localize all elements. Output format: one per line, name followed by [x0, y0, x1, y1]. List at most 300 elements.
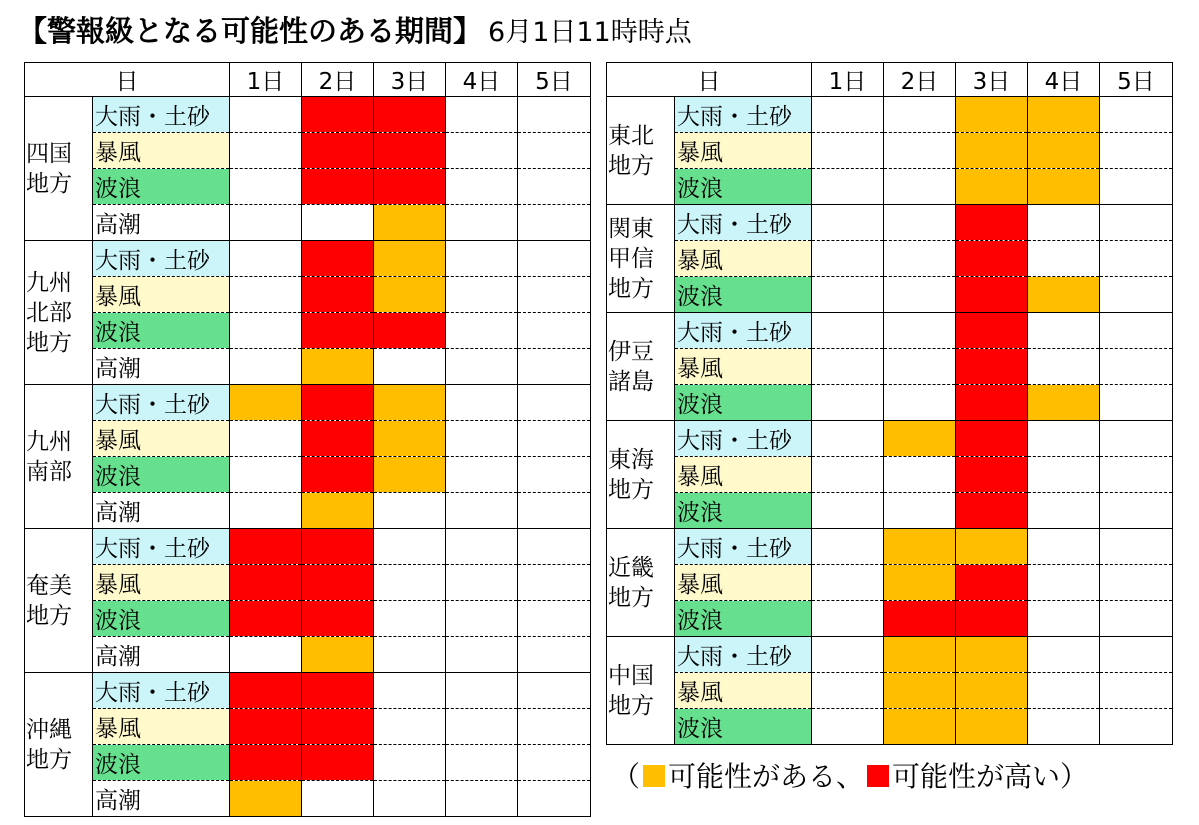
element-label-rain: 大雨・土砂	[675, 421, 812, 457]
table-row	[607, 313, 1173, 349]
region-name-line: 九州	[26, 428, 72, 455]
region-name	[607, 205, 675, 313]
level-cell-day-5	[518, 781, 591, 817]
region-name-line: 地方	[608, 152, 654, 179]
table-row	[607, 133, 1173, 169]
level-cell-day-5	[1100, 673, 1173, 709]
element-label-wave: 波浪	[93, 169, 230, 205]
level-cell-day-5	[518, 745, 591, 781]
level-cell-day-5	[1100, 601, 1173, 637]
table-row	[25, 601, 591, 637]
header-date-3: 3日	[374, 63, 446, 97]
level-cell-day-4	[446, 601, 518, 637]
level-cell-day-2	[302, 457, 374, 493]
level-cell-day-5	[518, 349, 591, 385]
level-cell-day-4	[1028, 205, 1100, 241]
level-cell-day-3	[374, 745, 446, 781]
level-cell-day-4	[1028, 601, 1100, 637]
header-date-5: 5日	[1100, 63, 1173, 97]
element-label-rain: 大雨・土砂	[675, 205, 812, 241]
title-timestamp: 6月1日11時時点	[488, 17, 692, 48]
table-row	[607, 97, 1173, 133]
level-cell-day-5	[518, 565, 591, 601]
header-date-2: 2日	[884, 63, 956, 97]
level-cell-day-3	[374, 133, 446, 169]
level-cell-day-3	[374, 565, 446, 601]
level-cell-day-1	[230, 457, 302, 493]
element-label-wave: 波浪	[675, 169, 812, 205]
level-cell-day-1	[812, 601, 884, 637]
level-cell-day-1	[230, 673, 302, 709]
level-cell-day-4	[1028, 277, 1100, 313]
level-cell-day-2	[884, 421, 956, 457]
region-name	[607, 529, 675, 637]
level-cell-day-1	[812, 529, 884, 565]
level-cell-day-3	[956, 133, 1028, 169]
level-cell-day-3	[956, 205, 1028, 241]
level-cell-day-5	[1100, 457, 1173, 493]
level-cell-day-1	[230, 385, 302, 421]
level-cell-day-3	[956, 241, 1028, 277]
table-row	[25, 493, 591, 529]
level-cell-day-2	[302, 241, 374, 277]
level-cell-day-4	[1028, 169, 1100, 205]
level-cell-day-1	[812, 133, 884, 169]
level-cell-day-4	[1028, 421, 1100, 457]
level-cell-day-1	[812, 493, 884, 529]
level-cell-day-2	[884, 601, 956, 637]
element-label-wave: 波浪	[675, 601, 812, 637]
level-cell-day-1	[230, 565, 302, 601]
level-cell-day-3	[956, 169, 1028, 205]
level-cell-day-1	[230, 97, 302, 133]
level-cell-day-2	[884, 313, 956, 349]
table-row	[607, 421, 1173, 457]
table-row	[25, 205, 591, 241]
level-cell-day-1	[812, 637, 884, 673]
level-cell-day-2	[884, 457, 956, 493]
level-cell-day-5	[518, 493, 591, 529]
element-label-wave: 波浪	[675, 493, 812, 529]
region-name-line: 近畿	[608, 554, 654, 581]
element-label-rain: 大雨・土砂	[93, 97, 230, 133]
level-cell-day-3	[374, 385, 446, 421]
header-date-5: 5日	[518, 63, 591, 97]
level-cell-day-5	[1100, 97, 1173, 133]
header-date-4: 4日	[1028, 63, 1100, 97]
level-cell-day-1	[812, 673, 884, 709]
level-cell-day-1	[812, 241, 884, 277]
level-cell-day-3	[374, 493, 446, 529]
header-date-2: 2日	[302, 63, 374, 97]
element-label-wind: 暴風	[675, 565, 812, 601]
level-cell-day-4	[1028, 565, 1100, 601]
table-row	[25, 637, 591, 673]
element-label-wind: 暴風	[675, 133, 812, 169]
level-cell-day-4	[446, 421, 518, 457]
level-cell-day-4	[446, 673, 518, 709]
level-cell-day-5	[518, 241, 591, 277]
header-day: 日	[25, 63, 230, 97]
element-label-tide: 高潮	[93, 781, 230, 817]
level-cell-day-4	[446, 637, 518, 673]
region-name-line: 地方	[26, 329, 72, 356]
level-cell-day-1	[812, 277, 884, 313]
element-label-wave: 波浪	[675, 385, 812, 421]
page-title	[18, 8, 692, 54]
level-cell-day-2	[302, 529, 374, 565]
title-main: 【警報級となる可能性のある期間】	[18, 14, 483, 48]
level-cell-day-4	[1028, 385, 1100, 421]
level-cell-day-2	[884, 97, 956, 133]
legend-open-paren: （	[612, 760, 641, 793]
element-label-wave: 波浪	[675, 709, 812, 745]
element-label-wave: 波浪	[93, 601, 230, 637]
level-cell-day-5	[518, 277, 591, 313]
level-cell-day-2	[302, 565, 374, 601]
level-cell-day-1	[812, 313, 884, 349]
warning-table-east	[606, 62, 1173, 745]
table-row	[607, 493, 1173, 529]
region-name	[607, 421, 675, 529]
table-row	[25, 241, 591, 277]
level-cell-day-2	[302, 205, 374, 241]
level-cell-day-4	[446, 349, 518, 385]
header-date-1: 1日	[812, 63, 884, 97]
level-cell-day-5	[518, 205, 591, 241]
level-cell-day-4	[1028, 97, 1100, 133]
table-row	[25, 133, 591, 169]
region-name-line: 地方	[608, 476, 654, 503]
table-row	[607, 565, 1173, 601]
table-row	[25, 745, 591, 781]
element-label-wind: 暴風	[675, 457, 812, 493]
level-cell-day-5	[1100, 277, 1173, 313]
region-name	[25, 241, 93, 385]
level-cell-day-5	[518, 601, 591, 637]
level-cell-day-5	[1100, 493, 1173, 529]
element-label-wind: 暴風	[675, 241, 812, 277]
level-cell-day-4	[446, 169, 518, 205]
element-label-wind: 暴風	[675, 673, 812, 709]
level-cell-day-2	[302, 745, 374, 781]
level-cell-day-3	[956, 601, 1028, 637]
region-name-line: 地方	[26, 602, 72, 629]
element-label-wind: 暴風	[93, 277, 230, 313]
level-cell-day-2	[302, 601, 374, 637]
level-cell-day-3	[956, 529, 1028, 565]
table-row	[25, 385, 591, 421]
level-cell-day-1	[230, 493, 302, 529]
level-cell-day-2	[302, 709, 374, 745]
level-cell-day-2	[884, 169, 956, 205]
warning-table-west	[24, 62, 591, 817]
level-cell-day-3	[956, 637, 1028, 673]
header-date-3: 3日	[956, 63, 1028, 97]
level-cell-day-2	[302, 169, 374, 205]
level-cell-day-3	[374, 637, 446, 673]
level-cell-day-3	[956, 385, 1028, 421]
legend-possible-label: 可能性がある、	[668, 760, 865, 793]
region-name	[607, 637, 675, 745]
level-cell-day-5	[1100, 529, 1173, 565]
level-cell-day-2	[884, 205, 956, 241]
level-cell-day-5	[1100, 133, 1173, 169]
level-cell-day-5	[1100, 349, 1173, 385]
table-row	[25, 349, 591, 385]
table-row	[25, 277, 591, 313]
element-label-wind: 暴風	[675, 349, 812, 385]
region-name-line: 地方	[608, 692, 654, 719]
level-cell-day-4	[1028, 637, 1100, 673]
level-cell-day-3	[374, 421, 446, 457]
region-name-line: 沖縄	[26, 716, 72, 743]
table-row	[607, 349, 1173, 385]
element-label-wind: 暴風	[93, 709, 230, 745]
region-name	[25, 385, 93, 529]
level-cell-day-2	[302, 313, 374, 349]
level-cell-day-5	[1100, 637, 1173, 673]
level-cell-day-2	[884, 277, 956, 313]
element-label-tide: 高潮	[93, 493, 230, 529]
level-cell-day-2	[884, 529, 956, 565]
table-row	[25, 313, 591, 349]
table-row	[25, 673, 591, 709]
header-date-1: 1日	[230, 63, 302, 97]
region-name-line: 地方	[608, 275, 654, 302]
region-name-line: 奄美	[26, 572, 72, 599]
region-name	[25, 673, 93, 817]
level-cell-day-2	[302, 493, 374, 529]
element-label-rain: 大雨・土砂	[675, 637, 812, 673]
legend-high-swatch	[867, 765, 889, 787]
table-row	[25, 169, 591, 205]
element-label-rain: 大雨・土砂	[93, 385, 230, 421]
level-cell-day-4	[446, 205, 518, 241]
region-name	[25, 97, 93, 241]
level-cell-day-3	[956, 565, 1028, 601]
level-cell-day-1	[230, 349, 302, 385]
element-label-wind: 暴風	[93, 421, 230, 457]
level-cell-day-1	[230, 781, 302, 817]
level-cell-day-3	[956, 457, 1028, 493]
level-cell-day-4	[446, 745, 518, 781]
region-name-line: 甲信	[608, 245, 654, 272]
level-cell-day-1	[230, 169, 302, 205]
level-cell-day-3	[956, 97, 1028, 133]
table-row	[607, 673, 1173, 709]
level-cell-day-4	[1028, 673, 1100, 709]
level-cell-day-4	[446, 493, 518, 529]
level-cell-day-2	[302, 673, 374, 709]
level-cell-day-2	[884, 385, 956, 421]
level-cell-day-1	[812, 349, 884, 385]
level-cell-day-4	[1028, 349, 1100, 385]
region-name	[607, 313, 675, 421]
level-cell-day-3	[374, 97, 446, 133]
level-cell-day-2	[302, 133, 374, 169]
level-cell-day-3	[374, 205, 446, 241]
table-row	[607, 601, 1173, 637]
level-cell-day-4	[1028, 709, 1100, 745]
level-cell-day-2	[302, 277, 374, 313]
header-date-4: 4日	[446, 63, 518, 97]
region-name-line: 東海	[608, 446, 654, 473]
region-name-line: 北部	[26, 299, 72, 326]
level-cell-day-3	[374, 673, 446, 709]
level-cell-day-3	[374, 277, 446, 313]
level-cell-day-3	[374, 349, 446, 385]
level-cell-day-1	[230, 133, 302, 169]
level-cell-day-1	[230, 529, 302, 565]
region-name-line: 中国	[608, 662, 654, 689]
level-cell-day-4	[446, 781, 518, 817]
element-label-rain: 大雨・土砂	[675, 313, 812, 349]
region-name-line: 地方	[608, 584, 654, 611]
level-cell-day-5	[518, 313, 591, 349]
level-cell-day-4	[1028, 493, 1100, 529]
table-row	[25, 97, 591, 133]
level-cell-day-4	[446, 277, 518, 313]
level-cell-day-1	[230, 277, 302, 313]
level-cell-day-5	[1100, 241, 1173, 277]
table-header-row	[25, 63, 591, 97]
region-name-line: 四国	[26, 140, 72, 167]
level-cell-day-4	[446, 133, 518, 169]
level-cell-day-1	[230, 745, 302, 781]
level-cell-day-5	[1100, 169, 1173, 205]
level-cell-day-4	[1028, 241, 1100, 277]
level-cell-day-4	[446, 457, 518, 493]
level-cell-day-5	[1100, 421, 1173, 457]
region-name-line: 地方	[26, 170, 72, 197]
level-cell-day-4	[1028, 313, 1100, 349]
level-cell-day-5	[1100, 313, 1173, 349]
level-cell-day-4	[446, 97, 518, 133]
level-cell-day-3	[956, 421, 1028, 457]
level-cell-day-5	[1100, 565, 1173, 601]
region-name-line: 関東	[608, 215, 654, 242]
level-cell-day-2	[302, 349, 374, 385]
level-cell-day-1	[812, 385, 884, 421]
element-label-tide: 高潮	[93, 349, 230, 385]
level-cell-day-4	[446, 709, 518, 745]
level-cell-day-5	[1100, 205, 1173, 241]
legend	[612, 755, 1088, 799]
level-cell-day-4	[446, 241, 518, 277]
level-cell-day-4	[446, 385, 518, 421]
level-cell-day-5	[518, 457, 591, 493]
level-cell-day-5	[518, 97, 591, 133]
level-cell-day-5	[518, 637, 591, 673]
level-cell-day-2	[302, 385, 374, 421]
level-cell-day-1	[230, 601, 302, 637]
element-label-rain: 大雨・土砂	[675, 529, 812, 565]
table-row	[25, 565, 591, 601]
element-label-wave: 波浪	[675, 277, 812, 313]
element-label-rain: 大雨・土砂	[675, 97, 812, 133]
level-cell-day-2	[884, 565, 956, 601]
element-label-rain: 大雨・土砂	[93, 241, 230, 277]
region-name	[25, 529, 93, 673]
level-cell-day-1	[230, 313, 302, 349]
level-cell-day-5	[518, 709, 591, 745]
level-cell-day-1	[812, 565, 884, 601]
level-cell-day-4	[446, 529, 518, 565]
level-cell-day-2	[302, 781, 374, 817]
element-label-wave: 波浪	[93, 745, 230, 781]
level-cell-day-1	[230, 205, 302, 241]
level-cell-day-3	[956, 673, 1028, 709]
legend-possible-swatch	[643, 765, 665, 787]
level-cell-day-2	[884, 493, 956, 529]
level-cell-day-4	[1028, 133, 1100, 169]
level-cell-day-4	[1028, 529, 1100, 565]
region-name-line: 南部	[26, 458, 72, 485]
level-cell-day-1	[812, 421, 884, 457]
element-label-tide: 高潮	[93, 637, 230, 673]
level-cell-day-5	[518, 133, 591, 169]
level-cell-day-4	[1028, 457, 1100, 493]
region-name-line: 九州	[26, 269, 72, 296]
level-cell-day-4	[446, 313, 518, 349]
level-cell-day-2	[884, 349, 956, 385]
table-row	[25, 781, 591, 817]
level-cell-day-2	[884, 673, 956, 709]
level-cell-day-1	[812, 457, 884, 493]
table-row	[607, 241, 1173, 277]
table-row	[25, 457, 591, 493]
table-row	[607, 709, 1173, 745]
table-row	[607, 169, 1173, 205]
level-cell-day-5	[518, 169, 591, 205]
level-cell-day-3	[956, 709, 1028, 745]
level-cell-day-3	[374, 601, 446, 637]
table-row	[607, 457, 1173, 493]
element-label-rain: 大雨・土砂	[93, 673, 230, 709]
region-name-line: 諸島	[608, 368, 654, 395]
table-row	[607, 385, 1173, 421]
level-cell-day-4	[446, 565, 518, 601]
level-cell-day-3	[956, 493, 1028, 529]
table-row	[25, 421, 591, 457]
level-cell-day-2	[302, 421, 374, 457]
level-cell-day-5	[1100, 385, 1173, 421]
table-row	[607, 205, 1173, 241]
region-name-line: 地方	[26, 746, 72, 773]
element-label-wind: 暴風	[93, 565, 230, 601]
level-cell-day-1	[230, 709, 302, 745]
element-label-rain: 大雨・土砂	[93, 529, 230, 565]
level-cell-day-3	[374, 169, 446, 205]
level-cell-day-5	[518, 385, 591, 421]
level-cell-day-3	[956, 277, 1028, 313]
level-cell-day-1	[812, 169, 884, 205]
level-cell-day-2	[884, 133, 956, 169]
level-cell-day-1	[812, 709, 884, 745]
level-cell-day-3	[374, 457, 446, 493]
table-row	[25, 529, 591, 565]
element-label-wave: 波浪	[93, 313, 230, 349]
region-name-line: 伊豆	[608, 338, 654, 365]
level-cell-day-3	[374, 529, 446, 565]
header-day: 日	[607, 63, 812, 97]
level-cell-day-1	[812, 205, 884, 241]
level-cell-day-1	[230, 637, 302, 673]
level-cell-day-2	[884, 241, 956, 277]
level-cell-day-3	[956, 349, 1028, 385]
level-cell-day-3	[374, 781, 446, 817]
